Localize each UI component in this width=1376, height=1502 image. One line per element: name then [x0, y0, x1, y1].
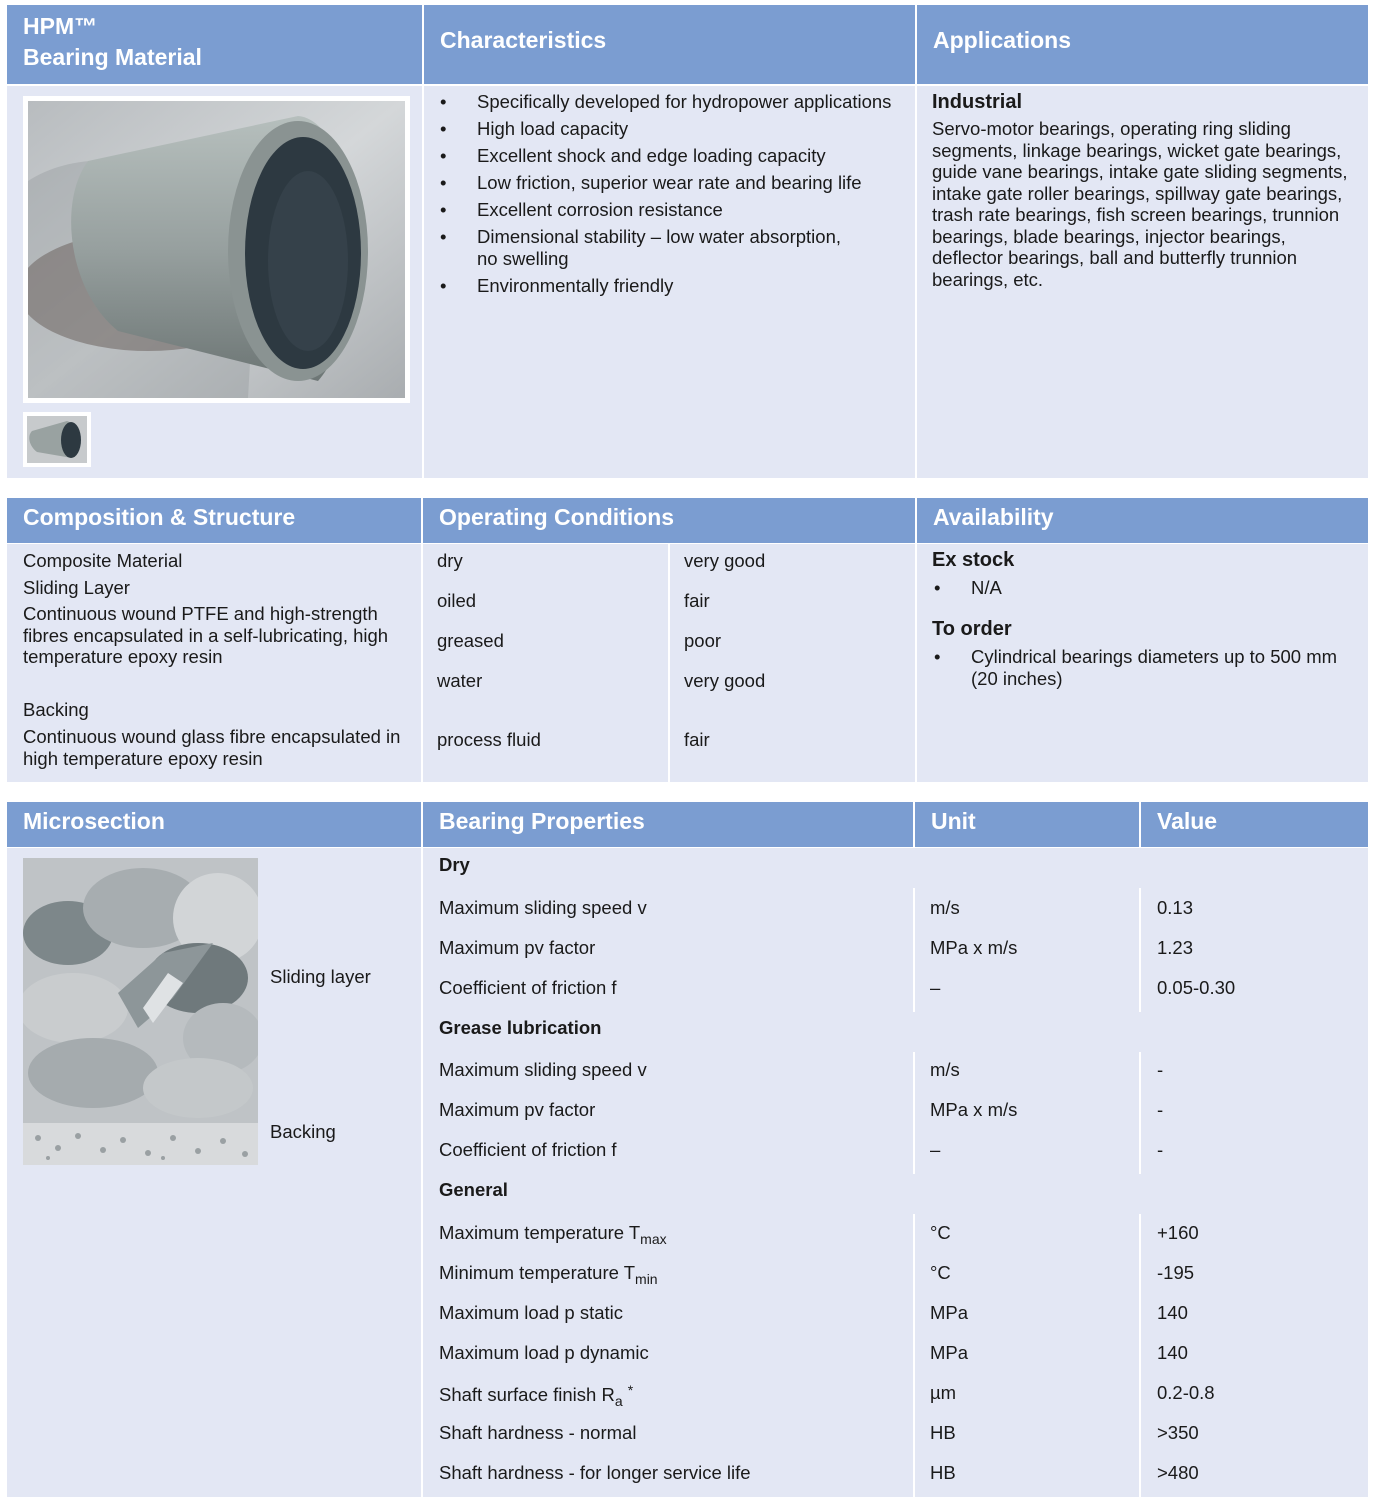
properties-section [7, 802, 1368, 1497]
property-label-text: Maximum temperature T [439, 1222, 641, 1243]
property-value: - [1157, 1139, 1164, 1160]
property-unit: – [930, 977, 941, 998]
composition-backing-desc: Continuous wound glass fibre encapsulated in high temperature epoxy resin [23, 726, 401, 769]
microsection-photo [23, 858, 258, 1165]
to-order-label: To order [932, 618, 1012, 640]
composition-section [7, 498, 1368, 782]
condition-rating: poor [684, 630, 722, 651]
product-title [23, 11, 202, 73]
property-label [439, 1262, 658, 1287]
composition-heading: Composition & Structure [23, 504, 296, 530]
property-label: Coefficient of friction f [439, 1139, 617, 1160]
column-divider [913, 888, 915, 1012]
property-label: Maximum load p static [439, 1302, 624, 1323]
column-divider [1139, 802, 1141, 847]
thumbnail-image[interactable] [23, 412, 91, 467]
property-value: >480 [1157, 1462, 1199, 1483]
column-divider [915, 5, 917, 478]
microsection-image [23, 858, 258, 1165]
property-value: >350 [1157, 1422, 1199, 1443]
property-label-subscript: max [640, 1231, 667, 1247]
list-item: • Excellent shock and edge loading capacity [438, 145, 908, 167]
property-value: 0.13 [1157, 897, 1194, 918]
composition-sliding-desc: Continuous wound PTFE and high-strength fibres encapsulated in a self-lubricating, high temperature epoxy resin [23, 603, 389, 667]
property-value: -195 [1157, 1262, 1195, 1283]
property-value: 1.23 [1157, 937, 1194, 958]
value-heading: Value [1157, 808, 1218, 834]
availability-header [917, 498, 1368, 543]
unit-header [915, 802, 1140, 847]
property-unit: °C [930, 1262, 951, 1283]
property-value: - [1157, 1059, 1164, 1080]
condition-label: process fluid [437, 729, 541, 750]
properties-header [423, 802, 914, 847]
condition-label: oiled [437, 590, 477, 611]
property-unit: µm [930, 1382, 957, 1403]
property-unit: MPa x m/s [930, 1099, 1018, 1120]
unit-heading: Unit [931, 808, 976, 834]
property-label: Shaft hardness - normal [439, 1422, 637, 1443]
value-header [1141, 802, 1368, 847]
property-value: 0.05-0.30 [1157, 977, 1236, 998]
list-item: • Environmentally friendly [438, 275, 908, 297]
product-overview-section [7, 5, 1368, 478]
group-heading-grease: Grease lubrication [439, 1017, 602, 1038]
column-divider [915, 498, 917, 782]
bearing-thumbnail [27, 416, 87, 463]
properties-heading: Bearing Properties [439, 808, 645, 834]
list-item: • Cylindrical bearings diameters up to 500 mm (20 inches) [932, 646, 1352, 689]
condition-label: dry [437, 550, 463, 571]
group-heading-dry: Dry [439, 854, 470, 875]
condition-rating: fair [684, 590, 710, 611]
product-title-line2: Bearing Material [23, 44, 202, 70]
product-image [23, 96, 410, 403]
backing-label: Backing [270, 1121, 336, 1142]
applications-heading: Applications [933, 27, 1072, 53]
column-divider [422, 5, 424, 478]
property-label [439, 1222, 667, 1247]
to-order-list [932, 646, 1352, 695]
property-label-text: Shaft surface finish R [439, 1384, 615, 1405]
characteristics-header [424, 5, 916, 84]
product-title-line1: HPM™ [23, 13, 98, 39]
property-unit: HB [930, 1422, 956, 1443]
condition-label: water [437, 670, 483, 691]
property-label-subscript: a [614, 1393, 623, 1409]
characteristics-heading: Characteristics [440, 27, 607, 53]
applications-text: Servo-motor bearings, operating ring sliding segments, linkage bearings, wicket gate bearings, guide vane bearings, intake gate sliding segments, intake gate roller bearings, spillway gate bearings, trash rate bearings, fish screen bearings, trunnion bearings, blade bearings, injector bearings, deflector bearings, ball and butterfly trunnion bearings, etc. [932, 118, 1348, 290]
composition-backing: Backing [23, 699, 89, 720]
applications-header [917, 5, 1368, 84]
column-divider [913, 802, 915, 847]
property-value: - [1157, 1099, 1164, 1120]
property-label [439, 1382, 633, 1409]
property-label-text: Minimum temperature T [439, 1262, 636, 1283]
list-item: • High load capacity [438, 118, 908, 140]
property-label: Maximum load p dynamic [439, 1342, 649, 1363]
property-unit: m/s [930, 897, 960, 918]
list-item: • Excellent corrosion resistance [438, 199, 908, 221]
property-value: +160 [1157, 1222, 1199, 1243]
condition-rating: very good [684, 550, 766, 571]
property-label: Maximum pv factor [439, 1099, 596, 1120]
property-unit: – [930, 1139, 941, 1160]
list-item: • Dimensional stability – low water absorption, no swelling [438, 226, 908, 269]
microsection-heading: Microsection [23, 808, 165, 834]
property-value: 140 [1157, 1342, 1188, 1363]
operating-header [423, 498, 916, 543]
column-divider [1139, 1052, 1141, 1174]
condition-rating: fair [684, 729, 710, 750]
column-divider [1139, 888, 1141, 1012]
column-divider [913, 1214, 915, 1497]
property-label: Maximum pv factor [439, 937, 596, 958]
property-label: Maximum sliding speed v [439, 897, 647, 918]
list-item: • Low friction, superior wear rate and bearing life [438, 172, 908, 194]
ex-stock-label: Ex stock [932, 549, 1015, 571]
property-value: 0.2-0.8 [1157, 1382, 1215, 1403]
property-unit: m/s [930, 1059, 960, 1080]
characteristics-list [438, 91, 908, 302]
condition-label: greased [437, 630, 504, 651]
property-unit: °C [930, 1222, 951, 1243]
property-label: Coefficient of friction f [439, 977, 617, 998]
composition-material: Composite Material [23, 550, 183, 571]
property-unit: MPa x m/s [930, 937, 1018, 958]
property-unit: MPa [930, 1342, 969, 1363]
operating-heading: Operating Conditions [439, 504, 675, 530]
column-divider [668, 544, 670, 782]
property-label: Maximum sliding speed v [439, 1059, 647, 1080]
list-item: • N/A [932, 577, 1352, 599]
availability-heading: Availability [933, 504, 1054, 530]
column-divider [913, 1052, 915, 1174]
property-label: Shaft hardness - for longer service life [439, 1462, 751, 1483]
condition-rating: very good [684, 670, 766, 691]
property-unit: MPa [930, 1302, 969, 1323]
column-divider [421, 498, 423, 782]
property-value: 140 [1157, 1302, 1188, 1323]
column-divider [1139, 1214, 1141, 1497]
column-divider [421, 802, 423, 1497]
property-label-superscript: * [627, 1382, 634, 1398]
bearing-image [28, 101, 405, 398]
sliding-layer-label: Sliding layer [270, 966, 371, 987]
ex-stock-list [932, 577, 1352, 604]
group-heading-general: General [439, 1179, 508, 1200]
list-item: • Specifically developed for hydropower applications [438, 91, 908, 113]
property-unit: HB [930, 1462, 956, 1483]
applications-subheading: Industrial [932, 91, 1023, 113]
composition-sliding-layer: Sliding Layer [23, 577, 130, 598]
property-label-subscript: min [635, 1271, 658, 1287]
